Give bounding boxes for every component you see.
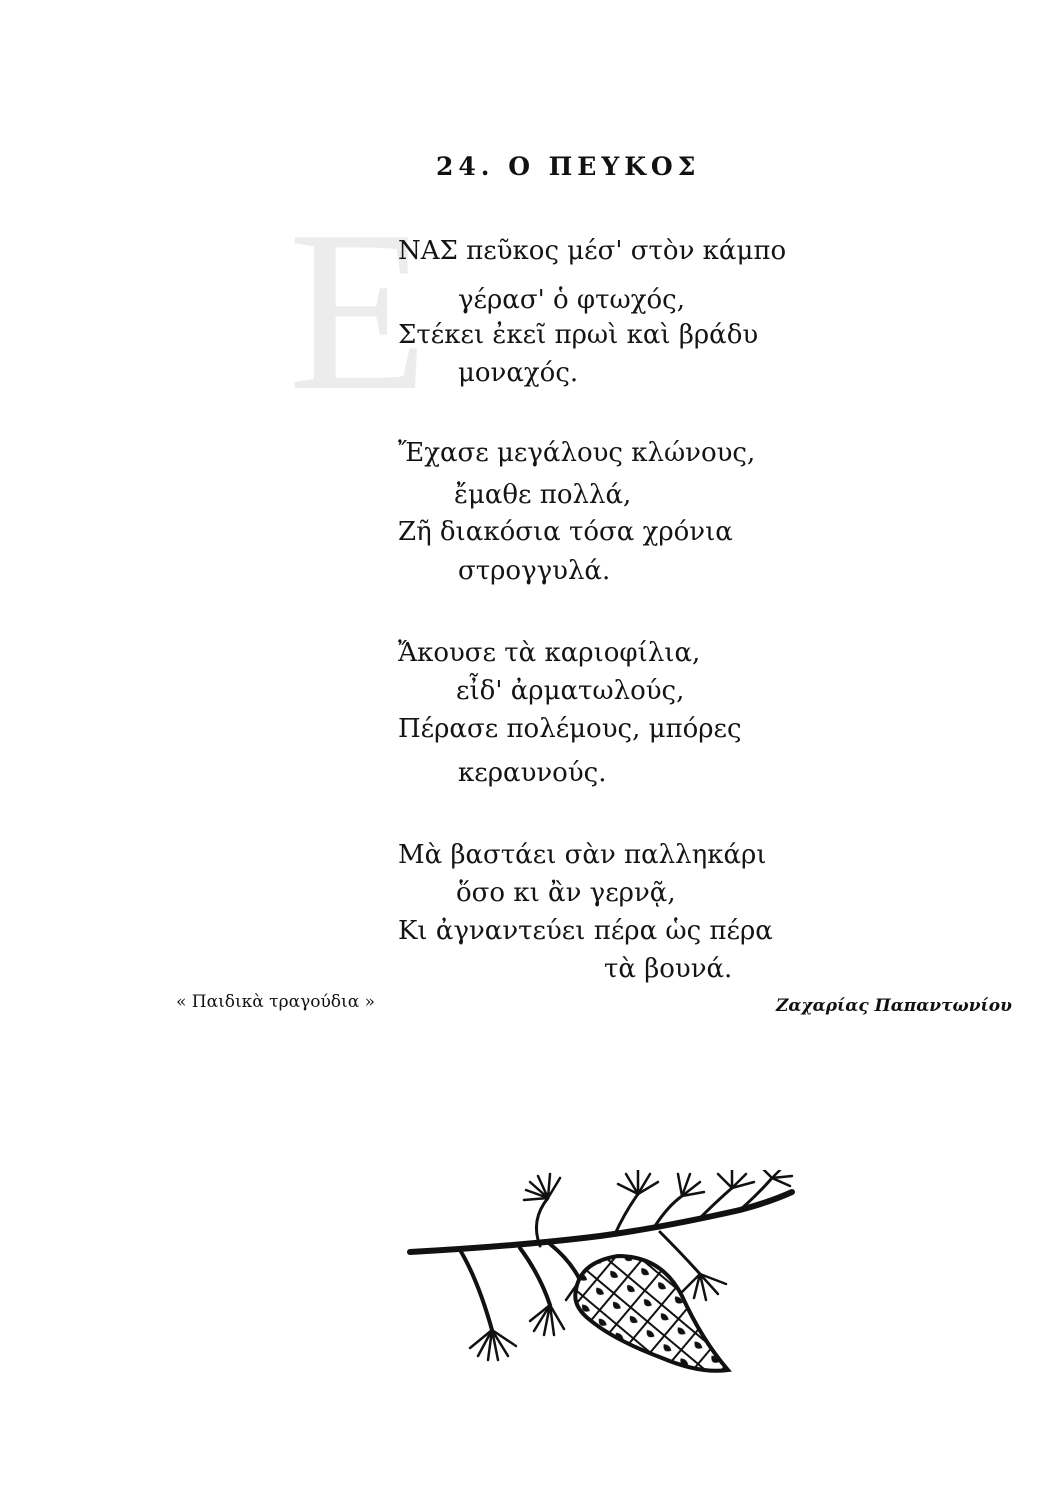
- poem-line: στρογγυλά.: [458, 556, 611, 586]
- poem-line: Κι ἀγναντεύει πέρα ὡς πέρα: [398, 916, 773, 946]
- poem-line: ἔμαθε πολλά,: [454, 480, 632, 510]
- poem-line: Ἔχασε μεγάλους κλώνους,: [398, 438, 756, 468]
- poem-line: Μὰ βαστάει σὰν παλληκάρι: [398, 840, 767, 870]
- poem-line: εἶδ' ἀρματωλούς,: [456, 676, 685, 706]
- poem-line: Ἄκουσε τὰ καριοφίλια,: [398, 638, 701, 668]
- author-name: Ζαχαρίας Παπαντωνίου: [776, 996, 1012, 1016]
- poem-line: κεραυνούς.: [458, 758, 607, 788]
- drop-cap: Ε: [288, 183, 429, 438]
- poem-line: ὅσο κι ἂν γερνᾷ,: [456, 878, 676, 908]
- poem-line: μοναχός.: [458, 358, 579, 388]
- source-citation: « Παιδικὰ τραγούδια »: [176, 992, 375, 1012]
- poem-line: Στέκει ἐκεῖ πρωὶ καὶ βράδυ: [398, 320, 759, 350]
- page-title: 24. Ο ΠΕΥΚΟΣ: [436, 152, 701, 181]
- pine-branch-illustration: [400, 1170, 820, 1414]
- poem-line: τὰ βουνά.: [604, 954, 733, 984]
- poem-line: γέρασ' ὁ φτωχός,: [458, 285, 685, 315]
- poem-line: ΝΑΣ πεῦκος μέσ' στὸν κάμπο: [398, 236, 787, 266]
- pine-branch-icon: [400, 1170, 820, 1410]
- poem-line: Πέρασε πολέμους, μπόρες: [398, 714, 742, 744]
- poem-line: Ζῆ διακόσια τόσα χρόνια: [398, 517, 733, 547]
